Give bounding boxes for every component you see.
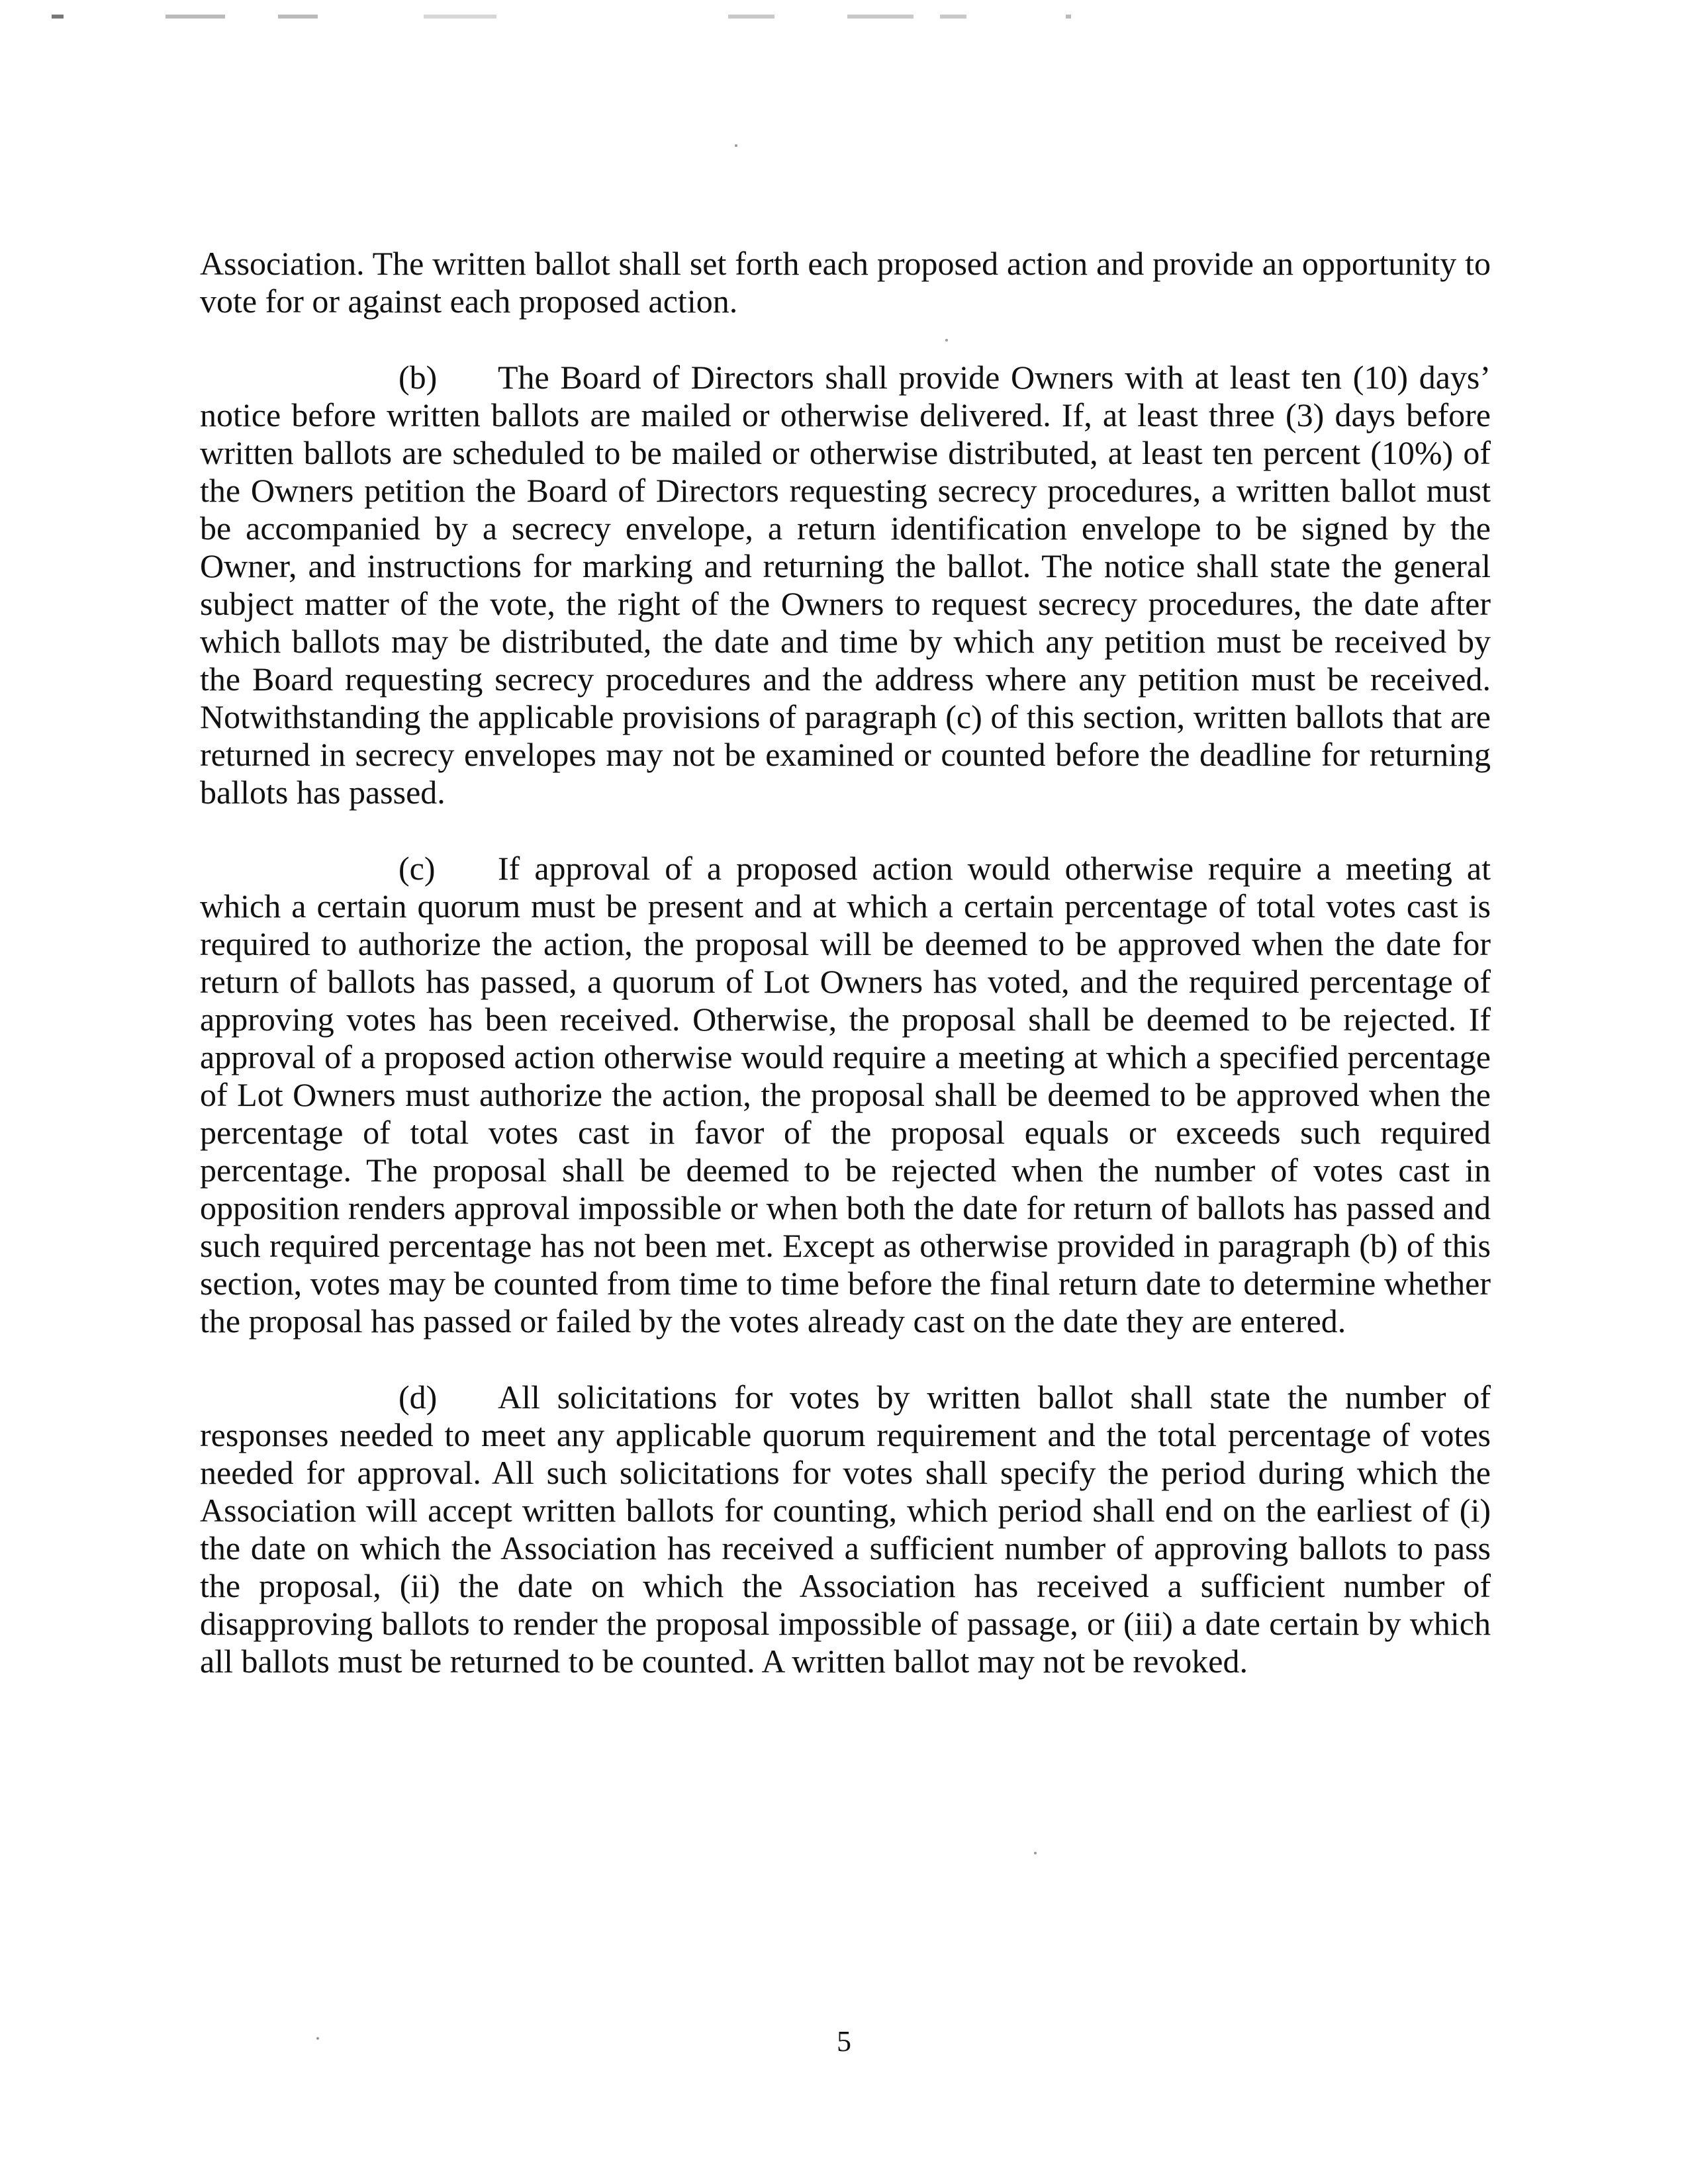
paragraph-d [200, 1379, 1491, 1680]
paragraph-label: (b) [399, 359, 438, 396]
scan-speck [1034, 1852, 1037, 1854]
scan-artifact [1066, 15, 1071, 19]
paragraph-c [200, 850, 1491, 1340]
scan-artifact [424, 15, 496, 19]
scan-artifact [940, 15, 966, 19]
scan-artifact [728, 15, 774, 19]
continuation-paragraph: Association. The written ballot shall set forth each proposed action and provide an opportunity to vote for or against each proposed action. [200, 245, 1491, 320]
paragraph-text: The Board of Directors shall provide Owners with at least ten (10) days’ notice before written ballots are mailed or otherwise delivered. If, at least three (3) days before written ballots are scheduled to be mailed or otherwise distributed, at least ten percent (10%) of the Owners petition the Board of Directors requesting secrecy procedures, a written ballot must be accompanied by a secrecy envelope, a return identification envelope to be signed by the Owner, and instructions for marking and returning the ballot. The notice shall state the general subject matter of the vote, the right of the Owners to request secrecy procedures, the date after which ballots may be distributed, the date and time by which any petition must be received by the Board requesting secrecy procedures and the address where any petition must be received. Notwithstanding the applicable provisions of paragraph (c) of this section, written ballots that are returned in secrecy envelopes may not be examined or counted before the deadline for returning ballots has passed. [200, 359, 1491, 811]
paragraph-text: All solicitations for votes by written ballot shall state the number of responses needed to meet any applicable quorum requirement and the total percentage of votes needed for approval. All such solicitations for votes shall specify the period during which the Association will accept written ballots for counting, which period shall end on the earliest of (i) the date on which the Association has received a sufficient number of approving ballots to pass the proposal, (ii) the date on which the Association has received a sufficient number of disapproving ballots to render the proposal impossible of passage, or (iii) a date certain by which all ballots must be returned to be counted. A written ballot may not be revoked. [200, 1379, 1491, 1680]
scan-artifact [278, 15, 318, 19]
scan-artifact [165, 15, 225, 19]
paragraph-label: (c) [399, 850, 436, 887]
paragraph-label: (d) [399, 1379, 438, 1416]
scan-speck [735, 144, 737, 147]
paragraph-text: If approval of a proposed action would otherwise require a meeting at which a certain quorum must be present and at which a certain percentage of total votes cast is required to authorize the action, the proposal will be deemed to be approved when the date for return of ballots has passed, a quorum of Lot Owners has voted, and the required percentage of approving votes has been received. Otherwise, the proposal shall be deemed to be rejected. If approval of a proposed action otherwise would require a meeting at which a specified percentage of Lot Owners must authorize the action, the proposal shall be deemed to be approved when the percentage of total votes cast in favor of the proposal equals or exceeds such required percentage. The proposal shall be deemed to be rejected when the number of votes cast in opposition renders approval impossible or when both the date for return of ballots has passed and such required percentage has not been met. Except as otherwise provided in paragraph (b) of this section, votes may be counted from time to time before the final return date to determine whether the proposal has passed or failed by the votes already cast on the date they are entered. [200, 850, 1491, 1340]
scan-artifact [52, 15, 64, 19]
document-body [200, 245, 1491, 1719]
scan-artifact [847, 15, 914, 19]
paragraph-b [200, 359, 1491, 811]
page-number: 5 [837, 2025, 851, 2058]
